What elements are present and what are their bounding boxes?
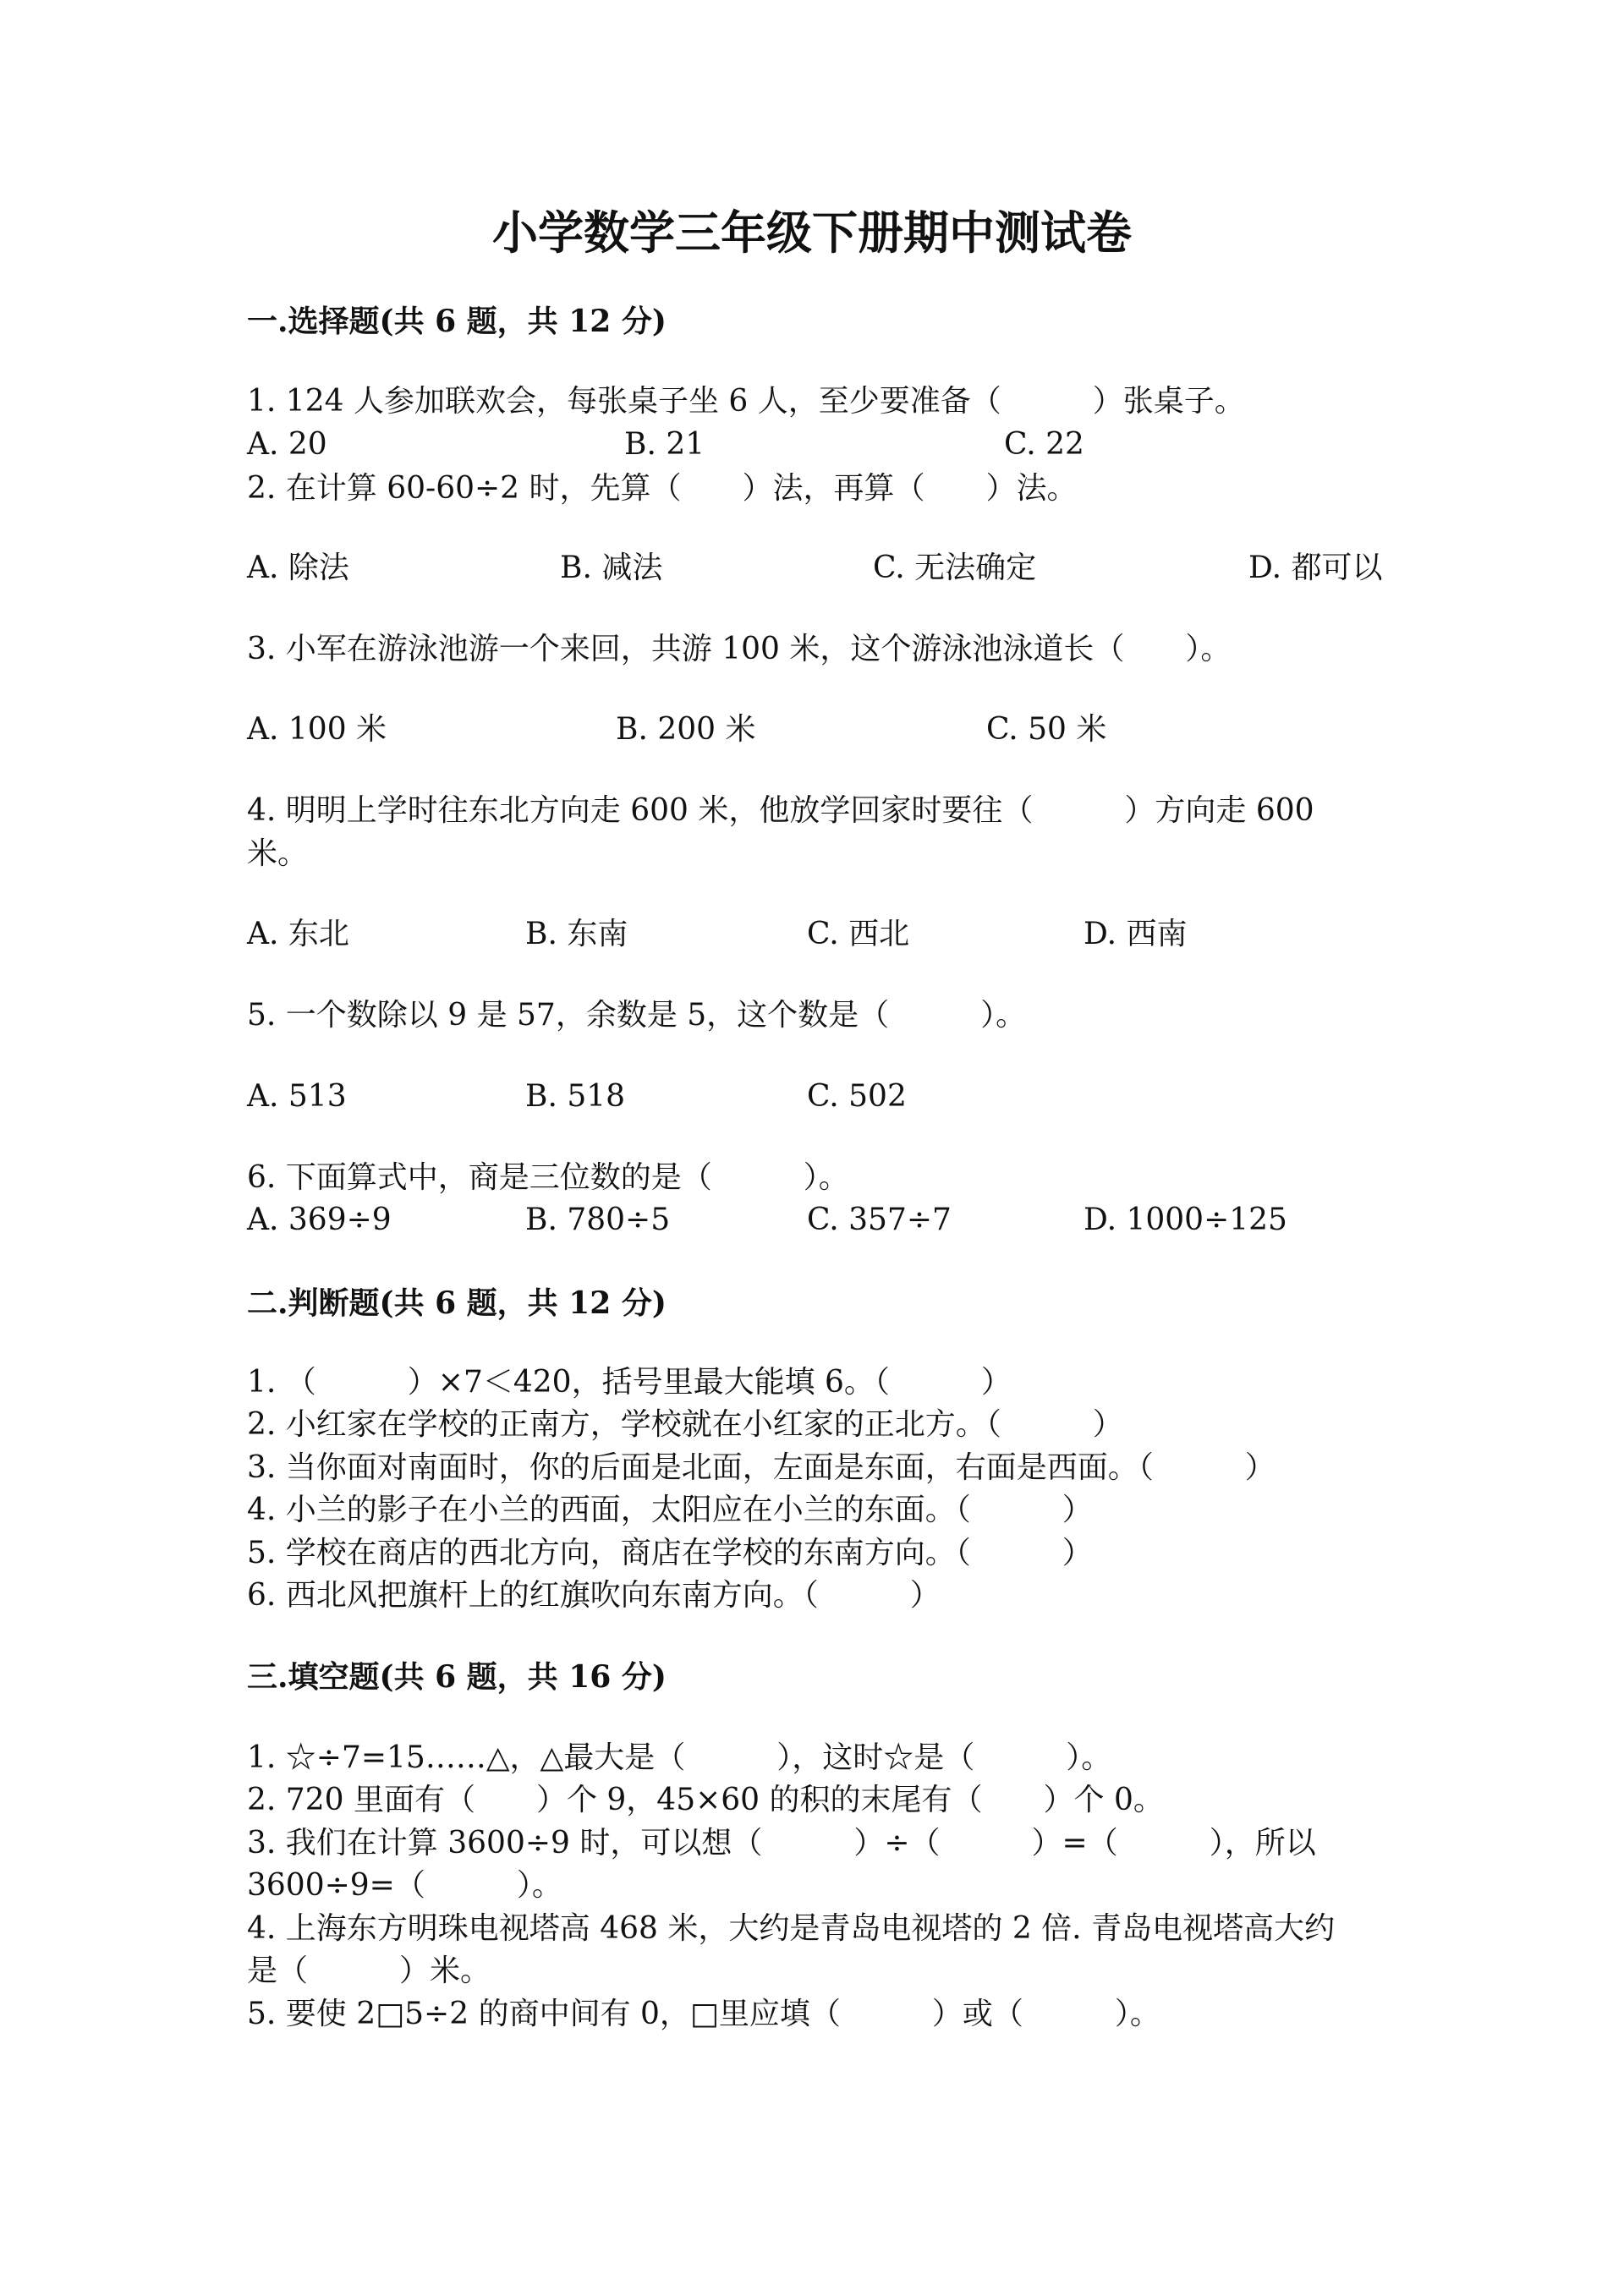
- option-1-4-a: A. 东北: [247, 917, 349, 951]
- option-1-5-c: C. 502: [807, 1079, 907, 1114]
- option-1-3-a: A. 100 米: [247, 712, 387, 747]
- fill-line-4-cont: 是（ ）米。: [247, 1954, 491, 1988]
- option-1-2-d: D. 都可以: [1248, 551, 1383, 585]
- question-1-2: 2. 在计算 60-60÷2 时，先算（ ）法，再算（ ）法。: [247, 471, 1078, 506]
- fill-line-3: 3. 我们在计算 3600÷9 时，可以想（ ）÷（ ）=（ ），所以: [247, 1826, 1316, 1860]
- option-1-2-c: C. 无法确定: [873, 551, 1037, 585]
- option-1-3-b: B. 200 米: [616, 712, 756, 747]
- option-1-1-b: B. 21: [624, 427, 705, 462]
- fill-line-2: 2. 720 里面有（ ）个 9，45×60 的积的末尾有（ ）个 0。: [247, 1783, 1164, 1817]
- question-1-4-cont: 米。: [247, 836, 309, 871]
- question-1-3: 3. 小军在游泳池游一个来回，共游 100 米，这个游泳池泳道长（ ）。: [247, 632, 1232, 666]
- option-1-6-d: D. 1000÷125: [1084, 1203, 1287, 1237]
- option-1-2-b: B. 减法: [560, 551, 663, 585]
- option-1-6-c: C. 357÷7: [807, 1203, 952, 1237]
- option-1-1-c: C. 22: [1004, 427, 1084, 462]
- section-1-heading: 一.选择题(共 6 题，共 12 分): [247, 304, 667, 339]
- option-1-3-c: C. 50 米: [986, 712, 1107, 747]
- question-1-1: 1. 124 人参加联欢会，每张桌子坐 6 人，至少要准备（ ）张桌子。: [247, 384, 1245, 419]
- option-1-5-a: A. 513: [247, 1079, 347, 1114]
- judge-question-2: 2. 小红家在学校的正南方，学校就在小红家的正北方。（ ）: [247, 1407, 1123, 1442]
- page-title: 小学数学三年级下册期中测试卷: [492, 205, 1132, 260]
- option-1-6-b: B. 780÷5: [525, 1203, 671, 1237]
- judge-question-4: 4. 小兰的影子在小兰的西面，太阳应在小兰的东面。（ ）: [247, 1493, 1093, 1527]
- judge-question-6: 6. 西北风把旗杆上的红旗吹向东南方向。（ ）: [247, 1578, 941, 1613]
- judge-question-5: 5. 学校在商店的西北方向，商店在学校的东南方向。（ ）: [247, 1536, 1093, 1570]
- section-2-heading: 二.判断题(共 6 题，共 12 分): [247, 1285, 667, 1321]
- option-1-4-b: B. 东南: [525, 917, 628, 951]
- option-1-4-d: D. 西南: [1084, 917, 1188, 951]
- option-1-5-b: B. 518: [525, 1079, 626, 1114]
- option-1-1-a: A. 20: [247, 427, 327, 462]
- option-1-2-a: A. 除法: [247, 551, 349, 585]
- question-1-6: 6. 下面算式中，商是三位数的是（ ）。: [247, 1160, 849, 1195]
- question-1-5: 5. 一个数除以 9 是 57，余数是 5，这个数是（ ）。: [247, 998, 1027, 1033]
- question-1-4: 4. 明明上学时往东北方向走 600 米，他放学回家时要往（ ）方向走 600: [247, 793, 1314, 828]
- section-3-heading: 三.填空题(共 6 题，共 16 分): [247, 1659, 667, 1695]
- fill-line-1: 1. ☆÷7=15……△，△最大是（ ），这时☆是（ ）。: [247, 1740, 1112, 1775]
- judge-question-3: 3. 当你面对南面时，你的后面是北面，左面是东面，右面是西面。（ ）: [247, 1450, 1276, 1485]
- option-1-6-a: A. 369÷9: [247, 1203, 392, 1237]
- option-1-4-c: C. 西北: [807, 917, 910, 951]
- judge-question-1: 1. （ ）×7＜420，括号里最大能填 6。（ ）: [247, 1365, 1012, 1400]
- fill-line-4: 4. 上海东方明珠电视塔高 468 米，大约是青岛电视塔的 2 倍. 青岛电视塔高大约: [247, 1911, 1336, 1946]
- fill-line-5: 5. 要使 2□5÷2 的商中间有 0，□里应填（ ）或（ ）。: [247, 1997, 1160, 2031]
- fill-line-3-cont: 3600÷9=（ ）。: [247, 1868, 562, 1903]
